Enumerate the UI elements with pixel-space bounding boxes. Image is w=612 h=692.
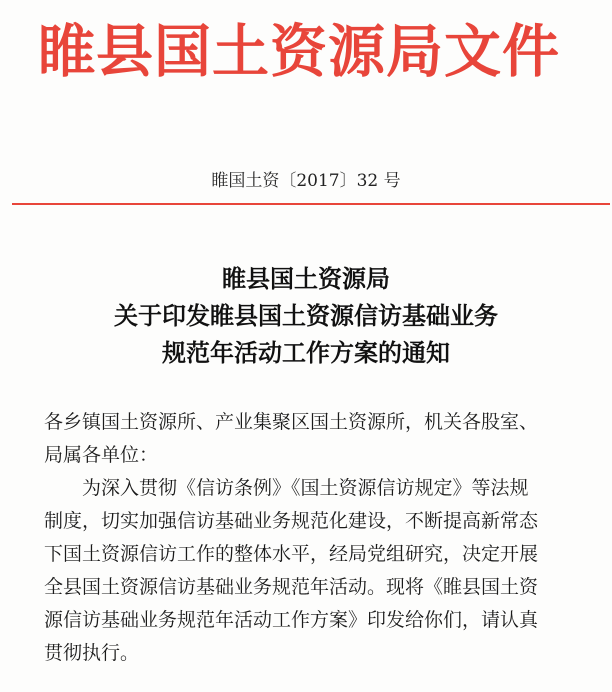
notice-title-line: 规范年活动工作方案的通知: [162, 338, 450, 367]
body-line: 贯彻执行。: [44, 642, 140, 664]
body-line: 全县国土资源信访基础业务规范年活动。现将《睢县国土资: [44, 576, 539, 598]
body-line: 制度，切实加强信访基础业务规范化建设，不断提高新常态: [44, 510, 539, 532]
document-number: 睢国土资〔2017〕32 号: [211, 171, 401, 191]
document-header-title: 睢县国土资源局文件: [38, 18, 560, 85]
body-line: 为深入贯彻《信访条例》《国土资源信访规定》等法规: [82, 477, 529, 499]
recipients-block: [44, 406, 574, 472]
body-line: 源信访基础业务规范年活动工作方案》印发给你们，请认真: [44, 609, 539, 631]
notice-title-line: 关于印发睢县国土资源信访基础业务: [114, 301, 498, 330]
body-paragraph: [44, 472, 574, 670]
body-line: 下国土资源信访工作的整体水平，经局党组研究，决定开展: [44, 543, 539, 565]
notice-title-line: 睢县国土资源局: [222, 264, 390, 293]
notice-title: [0, 260, 612, 371]
recipients-line: 各乡镇国土资源所、产业集聚区国土资源所，机关各股室、: [44, 411, 539, 433]
red-divider-line: [12, 203, 610, 205]
recipients-line: 局属各单位：: [44, 444, 159, 466]
